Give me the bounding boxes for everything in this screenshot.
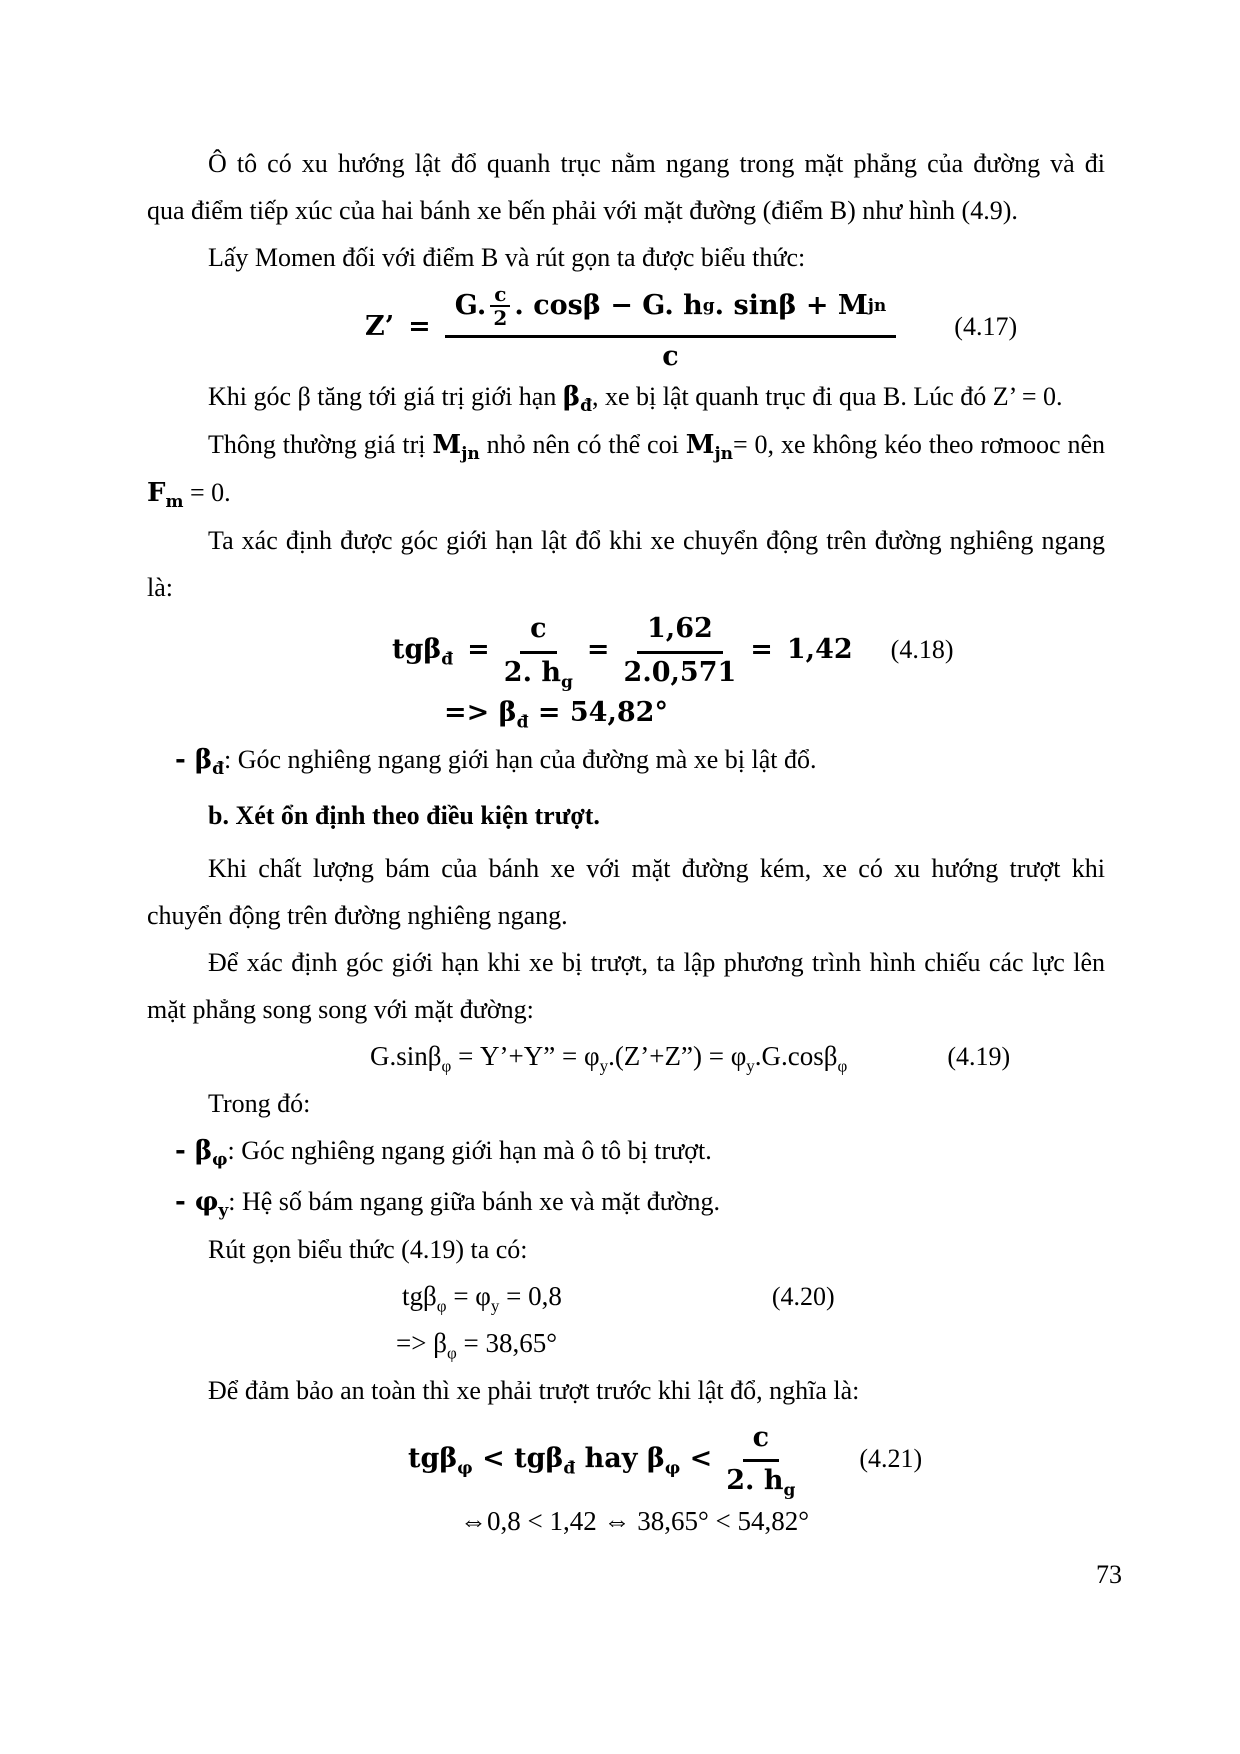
numerator-term: . sinβ + M bbox=[714, 290, 868, 322]
equals-sign: = bbox=[408, 310, 431, 342]
definition-beta-phi bbox=[175, 1127, 1105, 1175]
denominator-term: 2. h bbox=[726, 1465, 784, 1497]
denominator-term: 2. h bbox=[503, 656, 562, 688]
fraction-numerator: c bbox=[520, 611, 556, 653]
subscript-y: y bbox=[599, 1056, 609, 1076]
result-beta-d bbox=[444, 689, 1105, 736]
equation-4-21-number: (4.21) bbox=[859, 1444, 923, 1474]
paragraph-moment: Lấy Momen đối với điểm B và rút gọn ta được biểu thức: bbox=[208, 243, 806, 272]
subscript-d: đ bbox=[441, 649, 454, 670]
term: .(Z’+Z”) = φ bbox=[608, 1040, 747, 1071]
term: < bbox=[680, 1442, 713, 1474]
paragraph-tilt-angle bbox=[147, 517, 1105, 611]
definition-phi-y bbox=[175, 1178, 1105, 1226]
page-number: 73 bbox=[1096, 1560, 1122, 1589]
value-run: = 54,82° bbox=[528, 696, 668, 728]
paragraph-grip-line2: chuyển động trên đường nghiêng ngang. bbox=[147, 900, 568, 930]
term: G.sinβ bbox=[370, 1040, 442, 1071]
equation-4-20-number: (4.20) bbox=[771, 1281, 835, 1311]
mini-fraction-c-over-2 bbox=[490, 283, 510, 330]
fraction-denominator: 2.0,571 bbox=[623, 656, 737, 688]
value-run: = 38,65° bbox=[456, 1327, 558, 1358]
subscript-phi: φ bbox=[664, 1458, 681, 1479]
result-beta-phi bbox=[396, 1320, 1105, 1367]
subscript-phi: φ bbox=[446, 1343, 457, 1363]
equation-4-21 bbox=[408, 1420, 1105, 1501]
paragraph-projection-line2: mặt phẳng song song với mặt đường: bbox=[147, 994, 534, 1024]
equation-4-18-lhs bbox=[392, 633, 454, 670]
equation-4-20 bbox=[402, 1273, 1105, 1320]
subscript-phi: φ bbox=[212, 1150, 228, 1171]
text-run: = 0. bbox=[183, 478, 231, 508]
subscript-y: y bbox=[218, 1201, 229, 1222]
fraction-4-17-numerator: G. $\frac{c}{2}$ . cosβ − G. h g . sinβ + M jn bbox=[445, 281, 897, 338]
term: hay β bbox=[575, 1442, 665, 1474]
text-run: nhỏ nên có thể coi bbox=[479, 430, 686, 460]
dash-beta: - β bbox=[175, 1135, 213, 1166]
term: = 0,8 bbox=[499, 1280, 562, 1311]
dash-beta: - β bbox=[175, 744, 213, 775]
equation-4-19-body bbox=[370, 1033, 847, 1080]
subscript-phi: φ bbox=[457, 1458, 473, 1479]
fraction-denominator bbox=[503, 654, 573, 692]
paragraph-tilt-angle-line2: là: bbox=[147, 573, 173, 603]
arrow-beta: => β bbox=[396, 1327, 447, 1358]
subscript-g: g bbox=[561, 671, 573, 692]
subscript-jn: jn bbox=[714, 444, 733, 465]
paragraph-where: Trong đó: bbox=[208, 1088, 311, 1118]
paragraph-tilt-angle-line1: Ta xác định được góc giới hạn lật đổ khi xe chuyển động trên đường nghiêng ngang bbox=[208, 526, 1105, 556]
paragraph-intro-line2: qua điểm tiếp xúc của hai bánh xe bến phải với mặt đường (điểm B) như hình (4.9). bbox=[147, 196, 1018, 225]
mini-fraction-numerator: c bbox=[490, 283, 510, 307]
subscript-d: đ bbox=[563, 1458, 576, 1479]
paragraph-grip-line1: Khi chất lượng bám của bánh xe với mặt đường kém, xe có xu hướng trượt khi bbox=[208, 853, 1105, 883]
equals-sign: = bbox=[750, 633, 773, 665]
definition-beta-d bbox=[175, 736, 1105, 784]
result-beta-d-text bbox=[444, 696, 668, 733]
term: = Y’+Y” = φ bbox=[451, 1040, 600, 1071]
m-symbol: M bbox=[685, 430, 715, 461]
arrow-beta: => β bbox=[444, 696, 517, 728]
paragraph-mjn-line2 bbox=[147, 469, 1105, 517]
fraction-c-2hg bbox=[726, 1420, 796, 1501]
term: .G.cosβ bbox=[754, 1040, 838, 1071]
m-symbol: M bbox=[432, 430, 462, 461]
subscript-m: m bbox=[165, 492, 184, 513]
fraction-numeric bbox=[624, 611, 737, 689]
beta-symbol: β bbox=[562, 382, 581, 413]
fraction-denominator bbox=[726, 1462, 796, 1501]
numerator-term: G. bbox=[454, 290, 487, 322]
fraction-4-17 bbox=[445, 281, 897, 373]
subscript-phi: φ bbox=[837, 1056, 848, 1076]
definition-text: : Góc nghiêng ngang giới hạn của đường mà xe bị lật đổ. bbox=[224, 744, 817, 774]
subscript-jn: jn bbox=[461, 444, 480, 465]
paragraph-grip bbox=[147, 845, 1105, 939]
fraction-numerator: c bbox=[743, 1420, 779, 1462]
paragraph-mjn bbox=[147, 421, 1105, 517]
subscript-g: g bbox=[783, 1480, 796, 1501]
tg-beta: tgβ bbox=[392, 633, 442, 665]
fraction-c-2hg bbox=[503, 611, 573, 692]
equation-4-19-number: (4.19) bbox=[947, 1041, 1011, 1071]
text-run: Thông thường giá trị bbox=[208, 430, 433, 460]
term: = φ bbox=[446, 1280, 491, 1311]
paragraph-projection bbox=[147, 939, 1105, 1033]
paragraph-simplify: Rút gọn biểu thức (4.19) ta có: bbox=[208, 1234, 528, 1264]
paragraph-beta-limit bbox=[147, 373, 1105, 421]
equals-sign: = bbox=[467, 633, 490, 665]
definition-text: : Góc nghiêng ngang giới hạn mà ô tô bị trượt. bbox=[227, 1135, 712, 1165]
term: tgβ bbox=[402, 1280, 437, 1311]
paragraph-projection-line1: Để xác định góc giới hạn khi xe bị trượt, ta lập phương trình hình chiếu các lực lên bbox=[208, 947, 1105, 977]
subscript-y: y bbox=[746, 1056, 755, 1076]
subscript-y: y bbox=[490, 1296, 500, 1316]
paragraph-intro bbox=[147, 140, 1105, 234]
equation-4-19 bbox=[370, 1033, 1105, 1080]
equation-4-18 bbox=[392, 611, 1105, 692]
equals-sign: = bbox=[586, 633, 610, 665]
equation-4-21-body bbox=[408, 1442, 713, 1479]
fraction-4-17-denominator: c bbox=[662, 340, 679, 372]
text-run: , xe bị lật quanh trục đi qua B. Lúc đó Z’ = 0. bbox=[592, 382, 1063, 412]
section-heading-b: b. Xét ổn định theo điều kiện trượt. bbox=[208, 800, 600, 830]
dash-phi: - φ bbox=[175, 1186, 219, 1217]
subscript-d: đ bbox=[580, 396, 592, 417]
equation-4-18-number: (4.18) bbox=[890, 635, 954, 665]
subscript-phi: φ bbox=[436, 1296, 447, 1316]
term: tgβ bbox=[408, 1442, 458, 1474]
term: < tgβ bbox=[472, 1442, 564, 1474]
mini-fraction-denominator: 2 bbox=[493, 306, 508, 331]
f-symbol: F bbox=[147, 478, 166, 509]
equation-4-17-number: (4.17) bbox=[954, 312, 1018, 342]
equation-4-20-body bbox=[402, 1273, 562, 1320]
subscript-d: đ bbox=[516, 712, 529, 733]
definition-text: : Hệ số bám ngang giữa bánh xe và mặt đường. bbox=[228, 1186, 721, 1216]
text-run: Khi góc β tăng tới giá trị giới hạn bbox=[208, 382, 563, 412]
equation-4-18-value: 1,42 bbox=[786, 633, 853, 665]
paragraph-safety: Để đảm bảo an toàn thì xe phải trượt trước khi lật đổ, nghĩa là: bbox=[208, 1375, 860, 1405]
subscript-phi: φ bbox=[441, 1056, 452, 1076]
paragraph-mjn-line1 bbox=[147, 421, 1105, 469]
result-comparison: ⇔0,8 < 1,42 ⇔ 38,65° < 54,82° bbox=[460, 1505, 810, 1536]
fraction-numerator: 1,62 bbox=[637, 611, 723, 653]
subscript-d: đ bbox=[212, 759, 224, 780]
text-run: = 0, xe không kéo theo rơmooc nên bbox=[733, 430, 1105, 460]
paragraph-intro-line1: Ô tô có xu hướng lật đổ quanh trục nằm ngang trong mặt phẳng của đường và đi bbox=[208, 149, 1105, 178]
equation-4-17-lhs: Z’ bbox=[365, 310, 395, 342]
numerator-term: . cosβ − G. h bbox=[514, 290, 703, 322]
equation-4-17 bbox=[365, 281, 1105, 373]
